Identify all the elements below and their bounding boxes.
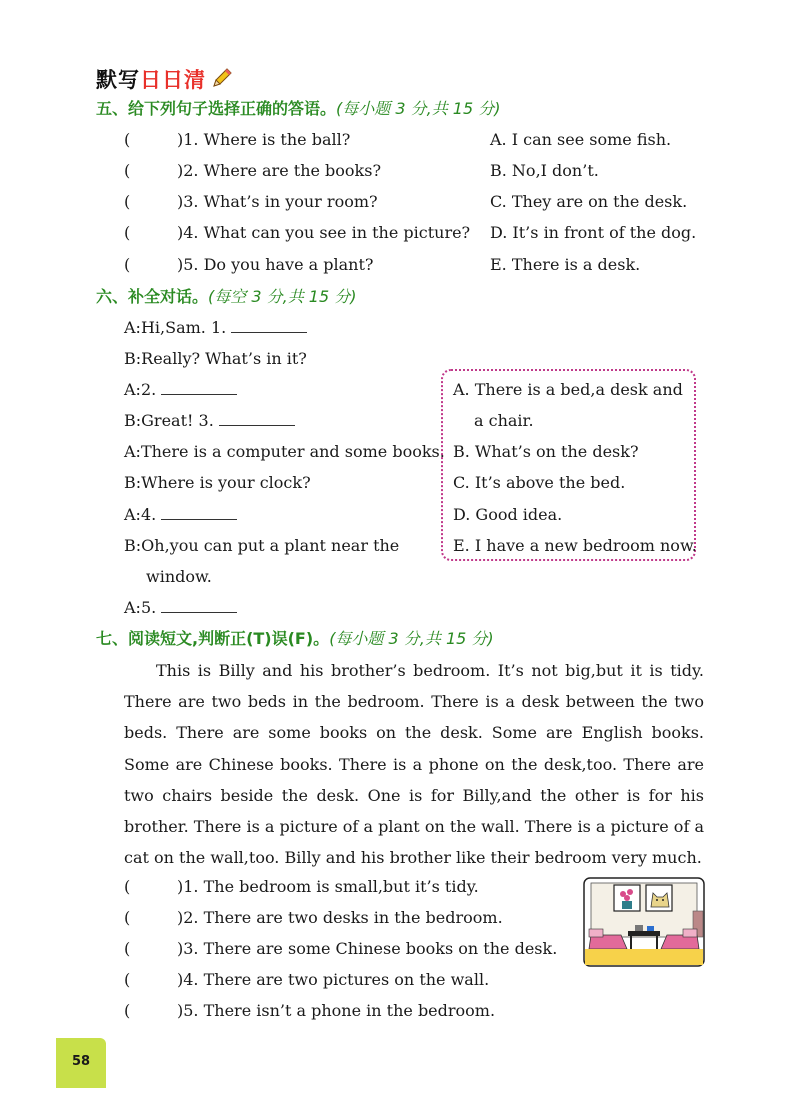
question-row	[124, 192, 130, 212]
dialogue-line: window.	[146, 567, 212, 586]
answer-option: C. They are on the desk.	[490, 192, 688, 211]
question-text: )2. Where are the books?	[177, 161, 382, 180]
section7-heading	[96, 629, 494, 649]
page-number: 58	[56, 1038, 106, 1088]
question-text: )4. What can you see in the picture?	[177, 223, 471, 242]
dialogue-line: B:Really? What’s in it?	[124, 349, 307, 368]
question-row	[124, 223, 130, 243]
answer-paren[interactable]: (	[124, 161, 131, 180]
option-item: D. Good idea.	[453, 505, 563, 524]
bedroom-illustration	[583, 877, 705, 967]
section6-title: 六、补全对话。	[96, 287, 209, 306]
option-item: A. There is a bed,a desk and	[453, 380, 683, 399]
answer-paren[interactable]: (	[124, 877, 131, 896]
statement-text: )4. There are two pictures on the wall.	[177, 970, 490, 989]
dialogue-text: B:Great! 3.	[124, 411, 214, 430]
dialogue-text: A:5.	[124, 598, 157, 617]
statement-text: )3. There are some Chinese books on the desk.	[177, 939, 558, 958]
dialogue-line: A:There is a computer and some books.	[124, 442, 445, 461]
header-logo	[96, 64, 233, 90]
header-title-part1: 默写	[96, 68, 140, 92]
statement-text: )1. The bedroom is small,but it’s tidy.	[177, 877, 479, 896]
dialogue-text: A:2.	[124, 380, 157, 399]
answer-blank[interactable]	[219, 411, 295, 426]
question-row	[124, 130, 130, 150]
dialogue-text: A:4.	[124, 505, 157, 524]
dialogue-line	[124, 380, 237, 400]
header-title-part2: 日日清	[140, 68, 206, 92]
section7-note: (每小题 3 分,共 15 分)	[329, 629, 494, 648]
statement-row	[124, 1001, 130, 1021]
reading-passage: This is Billy and his brother’s bedroom. It’s not big,but it is tidy. There are two beds in the bedroom. There is a desk between the two beds. There are some books on the desk. Some are English books. Some are Chinese books. There is a phone on the desk,too. There are two chairs beside the desk. One is for Billy,and the other is for his brother. There is a picture of a plant on the wall. There is a picture of a cat on the wall,too. Billy and his brother like their bedroom very much.	[124, 661, 704, 868]
question-text: )5. Do you have a plant?	[177, 255, 374, 274]
dialogue-line	[124, 318, 307, 338]
answer-paren[interactable]: (	[124, 1001, 131, 1020]
answer-blank[interactable]	[161, 598, 237, 613]
dialogue-line	[124, 598, 237, 618]
question-row	[124, 255, 130, 275]
section5-title: 五、给下列句子选择正确的答语。	[96, 99, 337, 118]
answer-paren[interactable]: (	[124, 255, 131, 274]
dialogue-text: A:Hi,Sam. 1.	[124, 318, 227, 337]
question-text: )3. What’s in your room?	[177, 192, 378, 211]
answer-paren[interactable]: (	[124, 939, 131, 958]
answer-option: D. It’s in front of the dog.	[490, 223, 697, 242]
option-item: E. I have a new bedroom now.	[453, 536, 697, 555]
answer-option: B. No,I don’t.	[490, 161, 599, 180]
statement-text: )5. There isn’t a phone in the bedroom.	[177, 1001, 496, 1020]
answer-blank[interactable]	[161, 505, 237, 520]
dialogue-line	[124, 411, 295, 431]
section5-note: (每小题 3 分,共 15 分)	[336, 99, 501, 118]
dialogue-line	[124, 505, 237, 525]
dialogue-line: B:Oh,you can put a plant near the	[124, 536, 400, 555]
statement-row	[124, 877, 130, 897]
dialogue-line: B:Where is your clock?	[124, 473, 311, 492]
section6-heading	[96, 287, 356, 307]
option-item: B. What’s on the desk?	[453, 442, 639, 461]
pencil-icon	[211, 67, 233, 89]
option-item: a chair.	[474, 411, 534, 430]
statement-row	[124, 939, 130, 959]
answer-blank[interactable]	[161, 380, 237, 395]
answer-blank[interactable]	[231, 318, 307, 333]
section5-heading	[96, 99, 500, 119]
answer-option: A. I can see some fish.	[490, 130, 672, 149]
section7-title: 七、阅读短文,判断正(T)误(F)。	[96, 629, 330, 648]
statement-text: )2. There are two desks in the bedroom.	[177, 908, 503, 927]
option-item: C. It’s above the bed.	[453, 473, 626, 492]
answer-paren[interactable]: (	[124, 908, 131, 927]
answer-paren[interactable]: (	[124, 223, 131, 242]
statement-row	[124, 970, 130, 990]
answer-paren[interactable]: (	[124, 192, 131, 211]
answer-option: E. There is a desk.	[490, 255, 641, 274]
section6-note: (每空 3 分,共 15 分)	[208, 287, 357, 306]
question-text: )1. Where is the ball?	[177, 130, 351, 149]
question-row	[124, 161, 130, 181]
answer-paren[interactable]: (	[124, 970, 131, 989]
answer-paren[interactable]: (	[124, 130, 131, 149]
statement-row	[124, 908, 130, 928]
